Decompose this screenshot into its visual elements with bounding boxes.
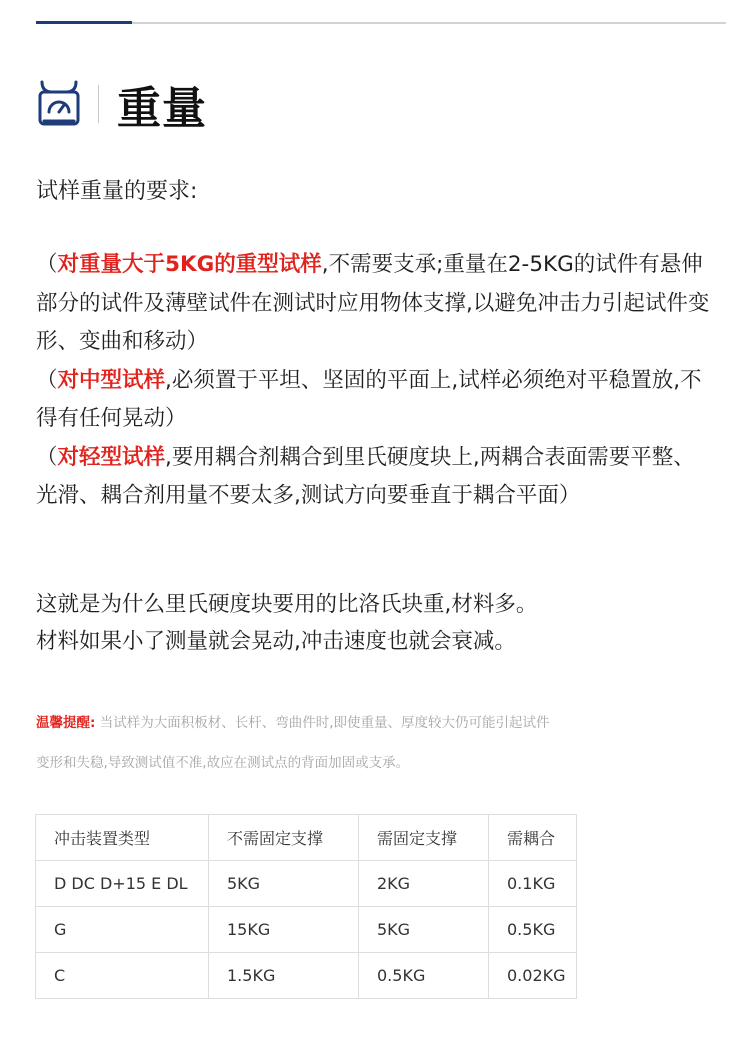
table-row	[36, 861, 577, 907]
summary	[36, 586, 726, 660]
requirement-light: （对轻型试样,要用耦合剂耦合到里氏硬度块上,两耦合表面需要平整、光滑、耦合剂用量不要太多,测试方向要垂直于耦合平面）	[36, 444, 695, 508]
requirement-medium: （对中型试样,必须置于平坦、坚固的平面上,试样必须绝对平稳置放,不得有任何晃动）	[36, 367, 702, 431]
table-cell: D DC D+15 E DL	[36, 861, 209, 907]
requirement-heavy: （对重量大于5KG的重型试样,不需要支承;重量在2-5KG的试件有悬伸部分的试件及薄壁试件在测试时应用物体支撑,以避免冲击力引起试件变形、变曲和移动）	[36, 252, 710, 354]
highlight-medium: 对中型试样	[57, 367, 166, 393]
table-cell: 0.5KG	[489, 907, 577, 953]
table-cell: 5KG	[209, 861, 359, 907]
table-row	[36, 907, 577, 953]
highlight-light: 对轻型试样	[57, 444, 166, 470]
table-cell: 2KG	[359, 861, 489, 907]
table-cell: 0.1KG	[489, 861, 577, 907]
tip-text: 变形和失稳,导致测试值不准,故应在测试点的背面加固或支承。	[36, 755, 410, 771]
section-header	[36, 74, 207, 134]
tip-text: 当试样为大面积板材、长杆、弯曲件时,即使重量、厚度较大仍可能引起试件	[95, 715, 550, 731]
table-header-cell: 冲击装置类型	[36, 815, 209, 861]
table-cell: C	[36, 953, 209, 999]
summary-line: 材料如果小了测量就会晃动,冲击速度也就会衰减。	[36, 629, 516, 654]
table-header-cell: 不需固定支撑	[209, 815, 359, 861]
tip-label: 温馨提醒:	[36, 715, 96, 731]
table-cell: 15KG	[209, 907, 359, 953]
table-cell: 0.02KG	[489, 953, 577, 999]
requirements-heading: 试样重量的要求:	[36, 179, 198, 204]
top-divider	[36, 22, 726, 24]
table-header-cell: 需固定支撑	[359, 815, 489, 861]
page-title: 重量	[117, 83, 207, 134]
table-cell: 5KG	[359, 907, 489, 953]
table-cell: 1.5KG	[209, 953, 359, 999]
summary-line: 这就是为什么里氏硬度块要用的比洛氏块重,材料多。	[36, 592, 538, 617]
table-header-row	[36, 815, 577, 861]
table-header-cell: 需耦合	[489, 815, 577, 861]
scale-icon	[36, 78, 82, 130]
title-divider	[98, 85, 99, 123]
requirements-list	[36, 246, 716, 516]
tip-note	[36, 703, 726, 783]
top-divider-accent	[36, 21, 132, 24]
highlight-heavy: 对重量大于5KG的重型试样	[57, 252, 322, 277]
table-cell: 0.5KG	[359, 953, 489, 999]
impact-device-table	[35, 814, 577, 999]
table-row	[36, 953, 577, 999]
table-cell: G	[36, 907, 209, 953]
